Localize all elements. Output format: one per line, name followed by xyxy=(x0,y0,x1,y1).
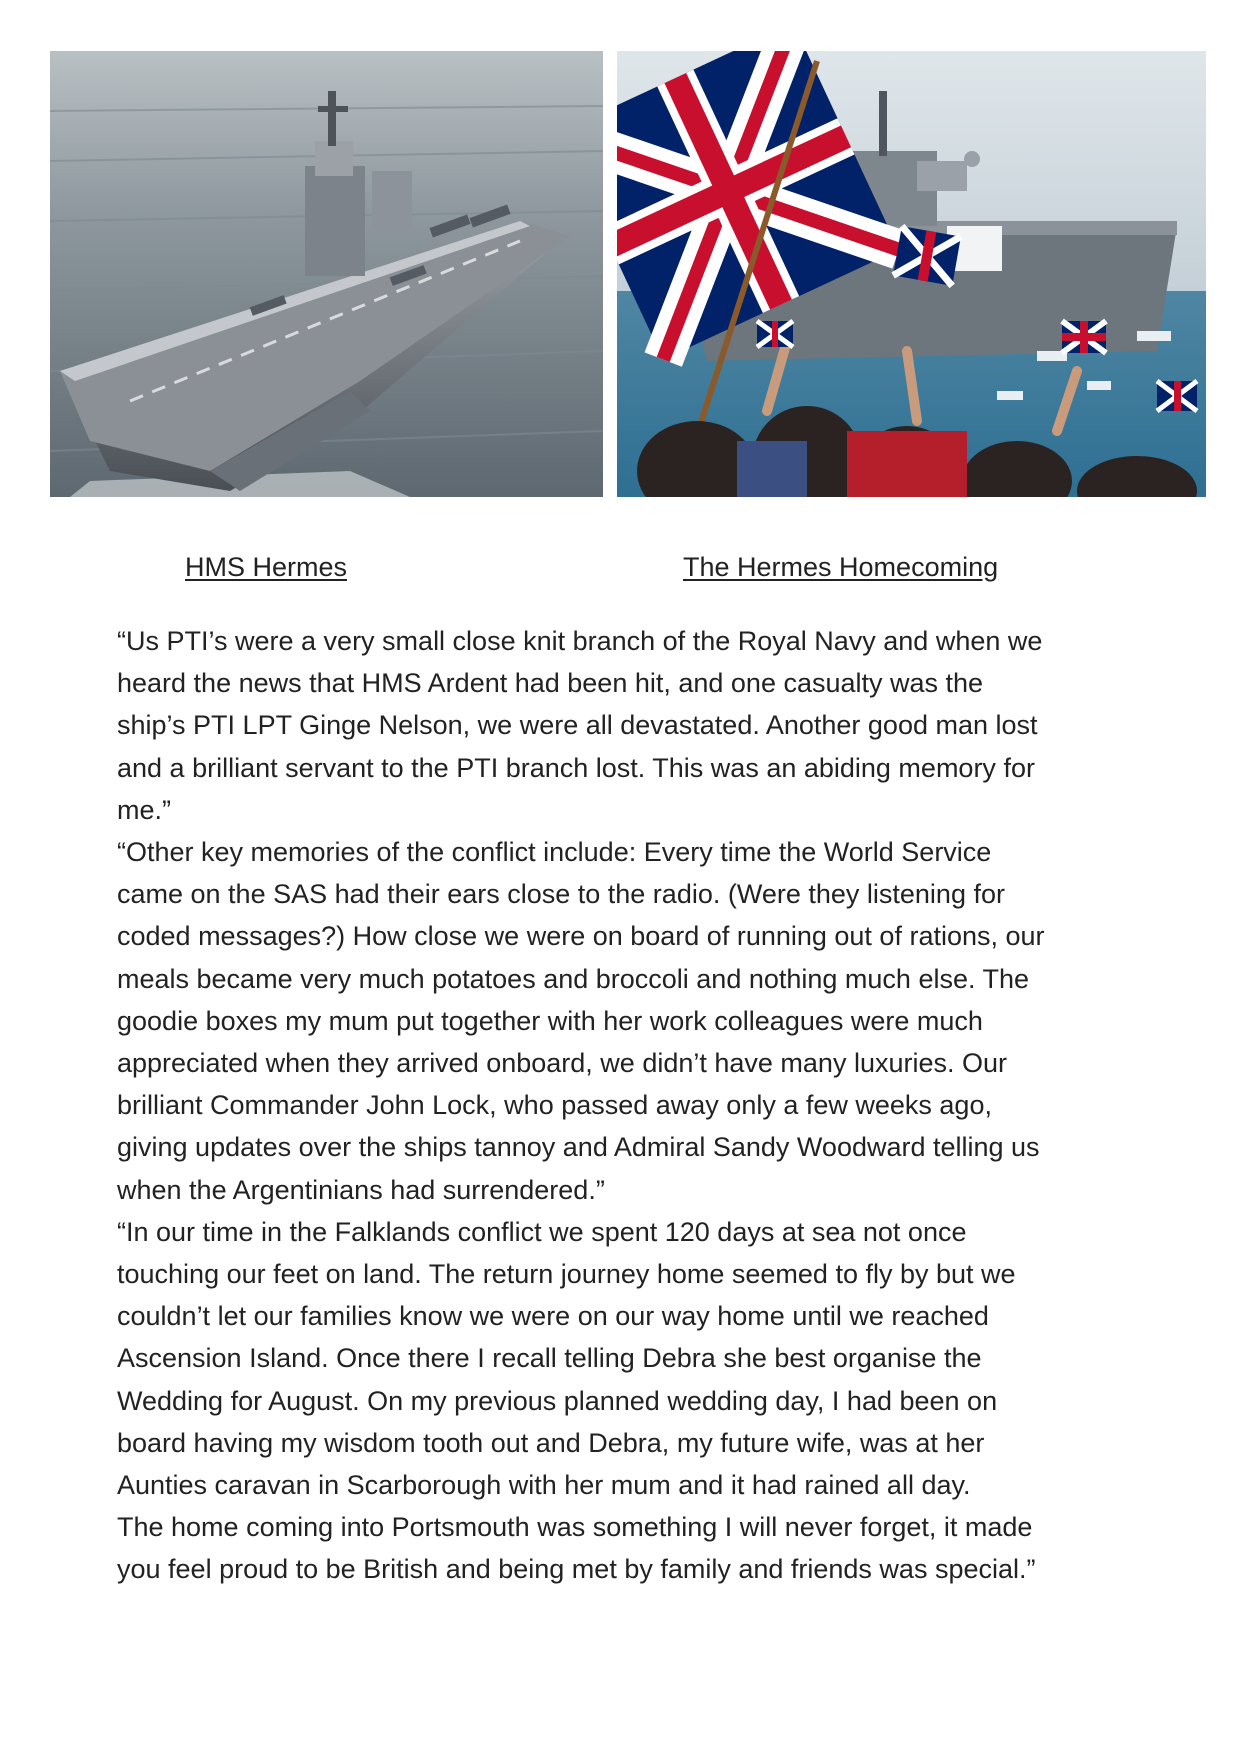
memoir-text xyxy=(117,620,1157,1591)
hermes-homecoming-photo xyxy=(617,51,1206,497)
hermes-homecoming-caption: The Hermes Homecoming xyxy=(683,552,999,582)
hms-hermes-caption: HMS Hermes xyxy=(185,552,348,582)
hms-hermes-photo xyxy=(50,51,603,497)
aircraft-carrier-photo-icon xyxy=(50,51,603,497)
paragraph-key-memories: “Other key memories of the conflict include: Every time the World Service came on the SAS had their ears close to the radio. (Were they listening for coded messages?) How close we were on board of running out of rations, our meals became very much potatoes and broccoli and nothing much else. The goodie boxes my mum put together with her work colleagues were much appreciated when they arrived onboard, we didn’t have many luxuries. Our brilliant Commander John Lock, who passed away only a few weeks ago, giving updates over the ships tannoy and Admiral Sandy Woodward telling us when the Argentinians had surrendered.” xyxy=(117,837,1045,1205)
paragraph-ardent: “Us PTI’s were a very small close knit branch of the Royal Navy and when we heard the news that HMS Ardent had been hit, and one casualty was the ship’s PTI LPT Ginge Nelson, we were all devastated. Another good man lost and a brilliant servant to the PTI branch lost. This was an abiding memory for me.” xyxy=(117,626,1043,825)
paragraph-falklands-time: “In our time in the Falklands conflict we spent 120 days at sea not once touching our feet on land. The return journey home seemed to fly by but we couldn’t let our families know we were on our way home until we reached Ascension Island. Once there I recall telling Debra she best organise the Wedding for August. On my previous planned wedding day, I had been on board having my wisdom tooth out and Debra, my future wife, was at her Aunties caravan in Scarborough with her mum and it had rained all day. xyxy=(117,1216,1016,1501)
homecoming-crowd-photo-icon xyxy=(617,51,1206,497)
paragraph-homecoming: The home coming into Portsmouth was something I will never forget, it made you feel proud to be British and being met by family and friends was special.” xyxy=(117,1512,1036,1585)
